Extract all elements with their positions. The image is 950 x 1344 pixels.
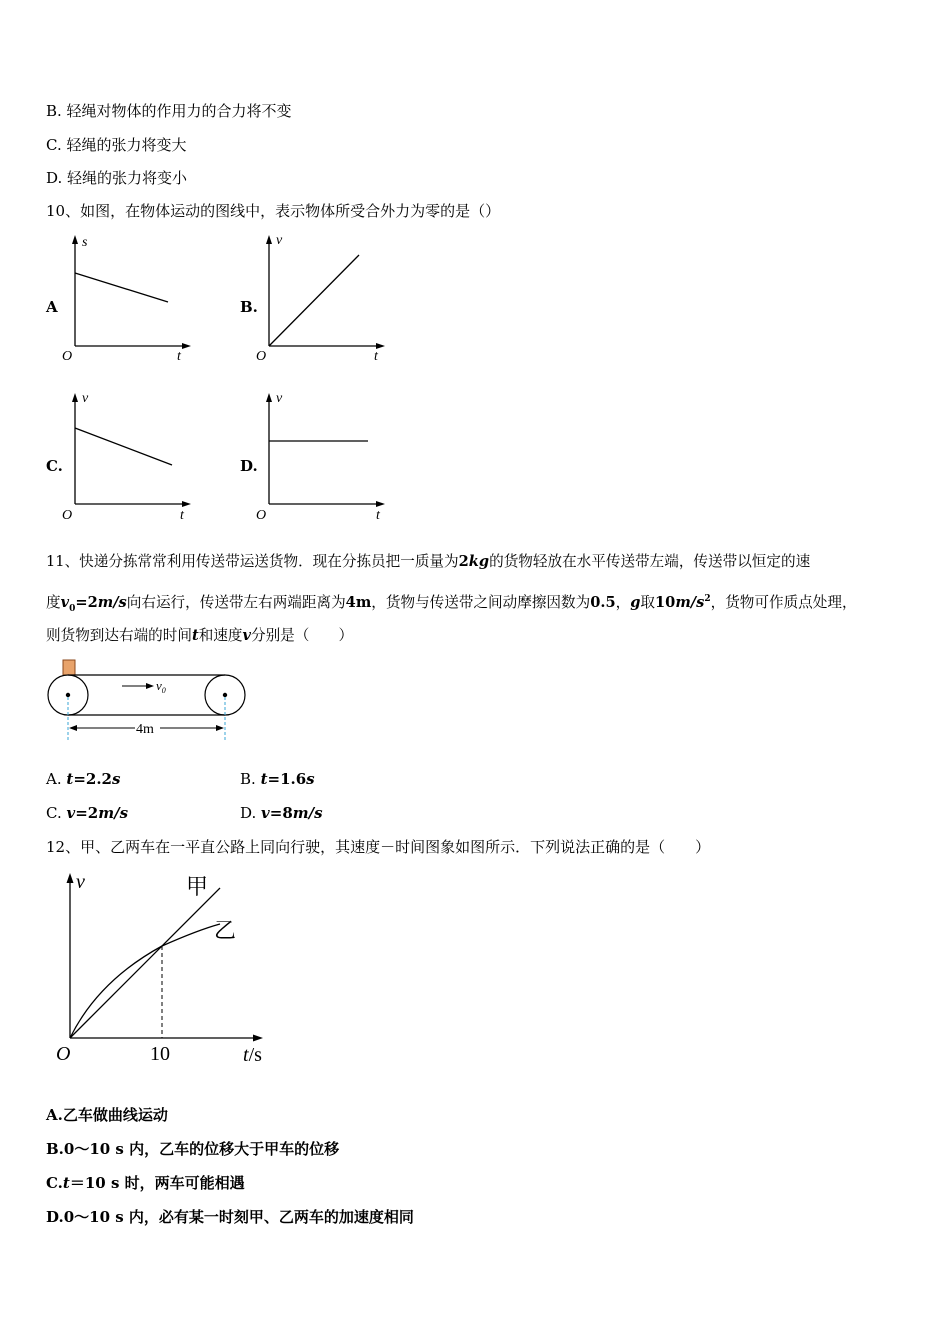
q10-graph-c-ylabel: v xyxy=(82,391,89,406)
chart-ylabel: v xyxy=(76,871,85,893)
q11-mass: 2kg xyxy=(458,553,490,570)
chart-origin: O xyxy=(56,1043,71,1065)
q10-graph-a-ylabel: s xyxy=(82,235,88,250)
series-jia-label: 甲 xyxy=(186,874,209,899)
q11-mu: 0.5 xyxy=(590,593,616,611)
chart-xlabel: t/s xyxy=(243,1044,262,1066)
q11-stem-line-2: 度$v_0=2m/s$向右运行，传送带左右两端距离为4m，货物与传送带之间动摩擦因数为0.5，g取$10m/s^2$，货物可作质点处理， xyxy=(46,593,857,614)
q10-graph-c xyxy=(58,390,198,525)
q11-g-value: $10m/s^2$ xyxy=(655,593,711,611)
q10-graph-d-xlabel: t xyxy=(376,508,380,523)
q10-graph-a-label: A xyxy=(46,298,58,316)
q12-stem: 12、甲、乙两车在一平直公路上同向行驶，其速度－时间图象如图所示．下列说法正确的是（ ） xyxy=(46,838,711,856)
q11-text: 的货物轻放在水平传送带左端，传送带以恒定的速 xyxy=(489,553,811,570)
series-yi-label: 乙 xyxy=(214,918,237,943)
q10-graph-b-ylabel: v xyxy=(276,233,283,248)
q10-graph-a-xlabel: t xyxy=(177,349,181,364)
q10-graph-c-xlabel: t xyxy=(180,508,184,523)
series-yi-curve xyxy=(70,924,220,1038)
q12-option-b: B.0～10 s 内，乙车的位移大于甲车的位移 xyxy=(46,1140,340,1158)
q11-option-c: C. v=2m/s xyxy=(46,804,129,822)
q12-option-a: A.乙车做曲线运动 xyxy=(46,1106,168,1124)
q12-option-d: D.0～10 s 内，必有某一时刻甲、乙两车的加速度相同 xyxy=(46,1208,414,1226)
q10-graph-c-label: C. xyxy=(46,457,63,475)
q11-text: 11、快递分拣常常利用传送带运送货物．现在分拣员把一质量为 xyxy=(46,553,459,570)
q11-stem-line-1 xyxy=(46,552,810,572)
length-label: 4m xyxy=(136,722,154,737)
q11-v0: $v_0=2m/s$ xyxy=(60,593,127,614)
chart-x-tick: 10 xyxy=(150,1043,170,1065)
q11-option-d: D. v=8m/s xyxy=(240,804,323,822)
series-jia-line xyxy=(70,888,220,1038)
q10-stem: 10、如图，在物体运动的图线中，表示物体所受合外力为零的是（） xyxy=(46,202,501,220)
q9-option-c: C. 轻绳的张力将变大 xyxy=(46,136,187,154)
q10-graph-b-xlabel: t xyxy=(374,349,378,364)
q11-stem-line-3: 则货物到达右端的时间t和速度v分别是（ ） xyxy=(46,627,354,644)
q10-graph-b-origin: O xyxy=(256,349,267,364)
q11-option-b: B. t=1.6s xyxy=(240,770,315,788)
q10-graph-b xyxy=(252,232,392,367)
q10-graph-d-ylabel: v xyxy=(276,391,283,406)
package-box xyxy=(63,660,75,675)
q10-graph-d-label: D. xyxy=(240,457,258,475)
q10-graph-d-origin: O xyxy=(256,508,267,523)
q10-graph-d xyxy=(252,390,392,525)
q11-distance: 4m xyxy=(345,593,372,611)
q11-conveyor-diagram xyxy=(40,655,255,745)
q10-graph-a xyxy=(58,232,198,367)
q9-option-b: B. 轻绳对物体的作用力的合力将不变 xyxy=(46,102,292,120)
q9-option-d: D. 轻绳的张力将变小 xyxy=(46,169,188,187)
q10-graph-a-origin: O xyxy=(62,349,73,364)
q10-graph-b-label: B. xyxy=(240,298,258,316)
q11-option-a: A. t=2.2s xyxy=(46,770,121,788)
velocity-label: $v_0$ xyxy=(156,678,166,695)
q12-vt-chart xyxy=(48,866,288,1076)
q12-option-c: C.t＝10 s 时，两车可能相遇 xyxy=(46,1174,245,1192)
q10-graph-c-origin: O xyxy=(62,508,73,523)
